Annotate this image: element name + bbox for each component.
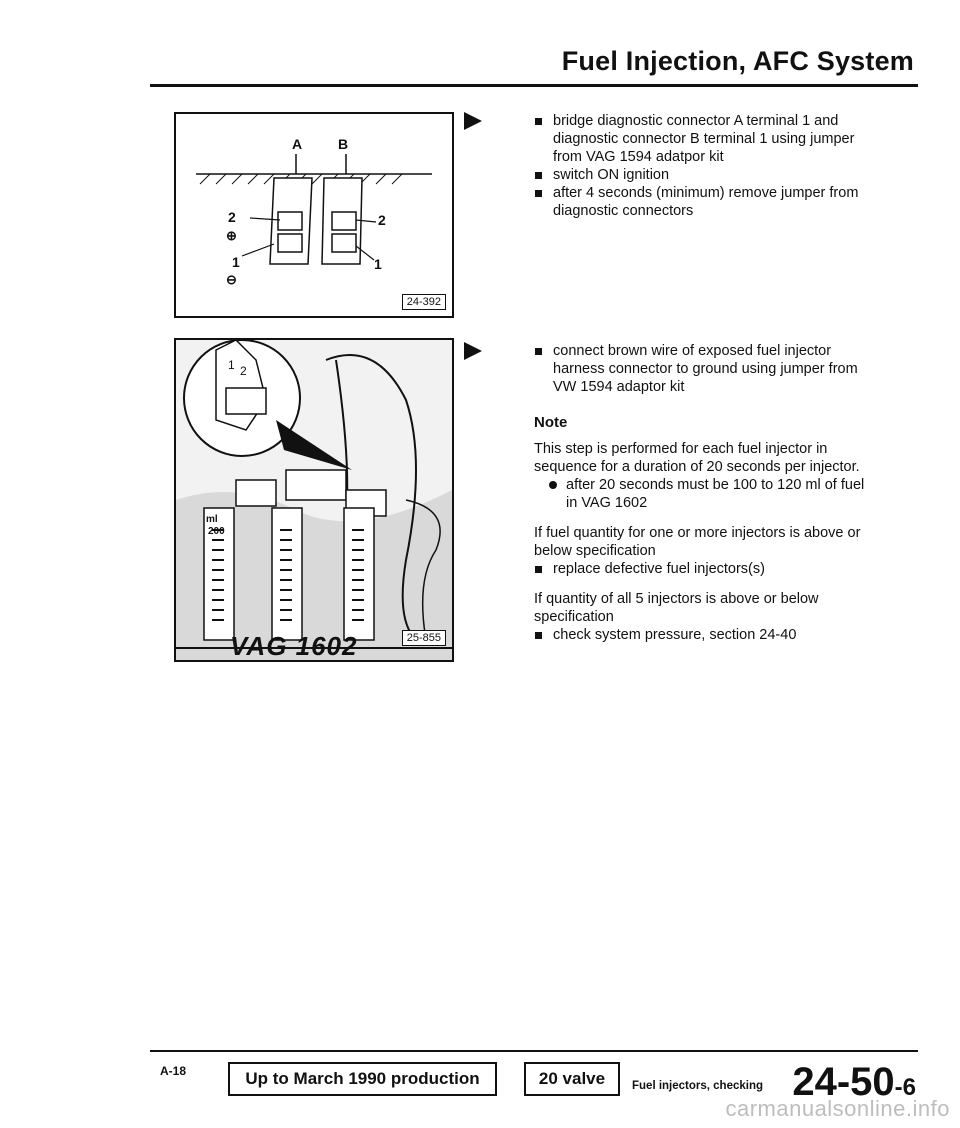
footer-rule: [150, 1050, 918, 1052]
header-rule: [150, 84, 918, 87]
instruction-bullet: connect brown wire of exposed fuel injector harness connector to ground using jumper from VW 1594 adaptor kit: [534, 342, 874, 396]
diagnostic-connector-figure: [174, 112, 454, 318]
valve-badge: 20 valve: [524, 1062, 620, 1096]
connector-a-label: A: [292, 136, 303, 152]
terminal-1-left-label: 1: [232, 254, 240, 270]
instruction-bullet: after 4 seconds (minimum) remove jumper from diagnostic connectors: [534, 184, 874, 220]
dot-item: after 20 seconds must be 100 to 120 ml of fuel in VAG 1602: [534, 476, 874, 512]
terminal-2-left-label: 2: [228, 209, 236, 225]
step-1-instructions: [534, 112, 874, 220]
vag-1602-drawing: [176, 340, 452, 660]
terminal-2-right-label: 2: [378, 212, 386, 228]
vessel-ml-label: ml: [206, 514, 218, 525]
note-heading: Note: [534, 414, 568, 431]
figure-caption: VAG 1602: [230, 631, 358, 661]
instruction-bullet: bridge diagnostic connector A terminal 1 and diagnostic connector B terminal 1 using jumper from VAG 1594 adatpor kit: [534, 112, 874, 166]
measuring-vessel-figure: [174, 338, 454, 662]
figure-id: 25-855: [402, 630, 446, 646]
section-title: Fuel injectors, checking: [632, 1080, 764, 1092]
paragraph: If quantity of all 5 injectors is above or below specification: [534, 591, 819, 625]
note-text: This step is performed for each fuel injector in sequence for a duration of 20 seconds per injector.: [534, 441, 860, 475]
step-2-instructions: [534, 342, 874, 644]
page-number-main: 24-50: [792, 1060, 895, 1104]
plus-icon: ⊕: [226, 228, 237, 243]
magnifier-mark-2: 2: [240, 364, 247, 378]
page-title: Fuel Injection, AFC System: [561, 46, 914, 76]
vessel-200-label: 200: [208, 526, 225, 537]
figure-id: 24-392: [402, 294, 446, 310]
connector-b-label: B: [338, 136, 349, 152]
pointer-arrow-icon: [464, 342, 482, 360]
page-number-sub: -6: [894, 1074, 916, 1101]
magnifier-mark-1: 1: [228, 358, 235, 372]
page-reference: A-18: [160, 1064, 187, 1078]
production-badge: Up to March 1990 production: [228, 1062, 497, 1096]
pointer-arrow-icon: [464, 112, 482, 130]
paragraph: If fuel quantity for one or more injectors is above or below specification: [534, 525, 861, 559]
minus-icon: ⊖: [226, 272, 237, 287]
instruction-bullet: check system pressure, section 24-40: [534, 626, 874, 644]
instruction-bullet: replace defective fuel injectors(s): [534, 560, 874, 578]
terminal-1-right-label: 1: [374, 256, 382, 272]
instruction-bullet: switch ON ignition: [534, 166, 874, 184]
connector-drawing: [176, 114, 452, 316]
watermark: carmanualsonline.info: [725, 1096, 950, 1121]
